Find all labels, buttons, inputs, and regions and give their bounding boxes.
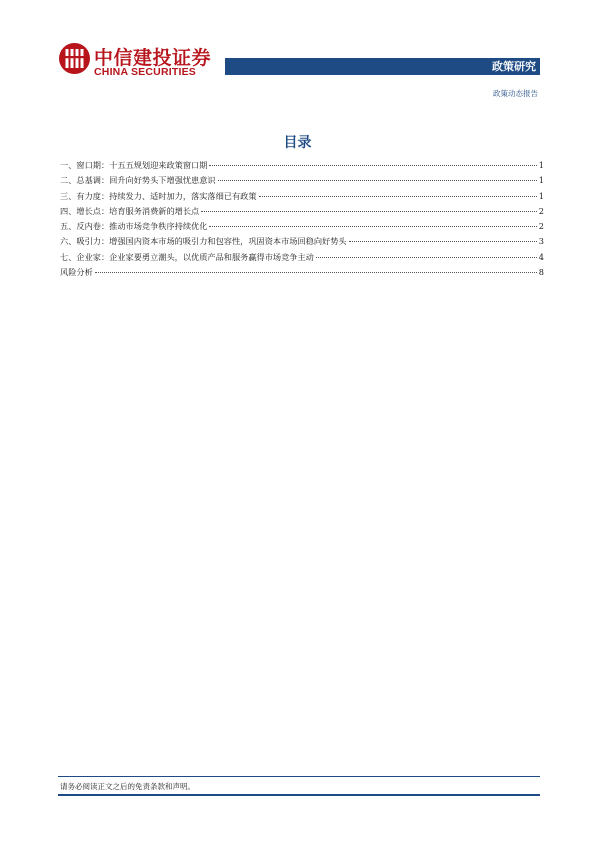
brand-name-cn: 中信建投证券 [94, 47, 212, 69]
toc-entry-label[interactable]: 七、企业家：企业家要勇立潮头，以优质产品和服务赢得市场竞争主动 [60, 251, 314, 262]
toc-entry-label[interactable]: 风险分析 [60, 267, 93, 278]
toc-entry-page[interactable]: 4 [538, 251, 544, 262]
toc-leader-dots [259, 196, 537, 197]
citic-logo-icon [58, 42, 91, 75]
footer-disclaimer: 请务必阅读正文之后的免责条款和声明。 [60, 782, 195, 791]
toc-entry[interactable] [60, 252, 544, 267]
toc-leader-dots [316, 257, 537, 258]
toc-entry[interactable] [60, 191, 544, 206]
table-of-contents [60, 160, 544, 282]
toc-leader-dots [209, 165, 536, 166]
toc-leader-dots [218, 180, 537, 181]
toc-entry-label[interactable]: 三、有力度：持续发力、适时加力，落实落细已有政策 [60, 190, 257, 201]
toc-entry[interactable] [60, 221, 544, 236]
toc-title: 目录 [283, 135, 312, 151]
toc-entry-label[interactable]: 二、总基调：回升向好势头下增强忧患意识 [60, 175, 216, 186]
section-title: 政策研究 [492, 60, 536, 73]
toc-leader-dots [95, 272, 537, 273]
toc-leader-dots [349, 241, 537, 242]
report-type: 政策动态报告 [493, 89, 538, 98]
toc-entry-label[interactable]: 六、吸引力：增强国内资本市场的吸引力和包容性，巩固资本市场回稳向好势头 [60, 236, 347, 247]
toc-entry-label[interactable]: 四、增长点：培育服务消费新的增长点 [60, 205, 200, 216]
toc-entry[interactable] [60, 175, 544, 190]
toc-entry-page[interactable]: 8 [538, 267, 544, 278]
toc-entry[interactable] [60, 160, 544, 175]
toc-entry-label[interactable]: 一、窗口期：十五五规划迎来政策窗口期 [60, 160, 208, 170]
toc-leader-dots [201, 211, 537, 212]
toc-entry-page[interactable]: 1 [538, 160, 544, 170]
brand-name-en: CHINA SECURITIES [94, 66, 196, 78]
toc-entry[interactable] [60, 206, 544, 221]
toc-entry-page[interactable]: 2 [538, 205, 544, 216]
toc-entry-page[interactable]: 1 [538, 175, 544, 186]
toc-entry-label[interactable]: 五、反内卷：推动市场竞争秩序持续优化 [60, 221, 208, 232]
toc-entry-page[interactable]: 2 [538, 221, 544, 232]
toc-entry[interactable] [60, 236, 544, 251]
toc-entry[interactable] [60, 267, 544, 282]
toc-leader-dots [209, 226, 536, 227]
toc-entry-page[interactable]: 3 [538, 236, 544, 247]
toc-entry-page[interactable]: 1 [538, 190, 544, 201]
header-bar [225, 58, 540, 75]
footer-divider [58, 776, 540, 777]
footer-rule [58, 794, 540, 796]
